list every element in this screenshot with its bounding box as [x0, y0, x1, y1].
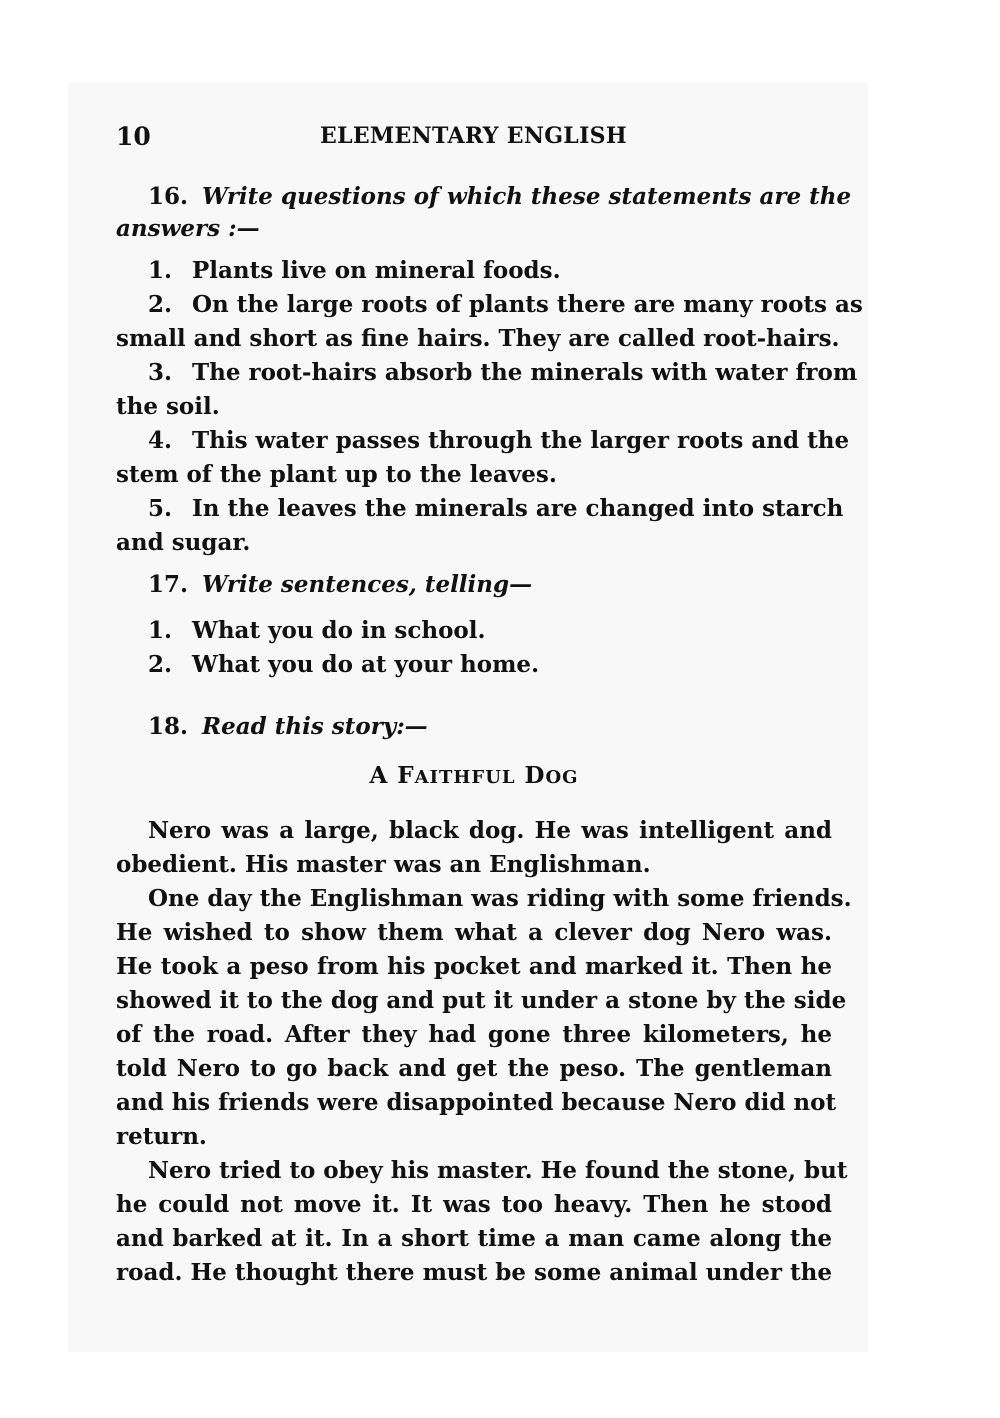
- item-number: 1.: [148, 257, 173, 284]
- ex16-item-3-line-2: the soil.: [116, 393, 220, 420]
- item-text: This water passes through the larger roots and the: [192, 427, 850, 454]
- story-line: told Nero to go back and get the peso. The gentleman: [116, 1055, 832, 1082]
- story-line: obedient. His master was an Englishman.: [116, 851, 651, 878]
- story-title-part: D: [515, 762, 546, 789]
- ex16-item-5-line-1: [148, 492, 844, 526]
- ex16-instruction-line-1: [148, 180, 852, 214]
- story-line: He wished to show them what a clever dog Nero was.: [116, 919, 832, 946]
- story-line: return.: [116, 1123, 207, 1150]
- ex17-instruction: [148, 568, 832, 602]
- ex16-instruction-text: Write questions of which these statements are the: [202, 183, 852, 210]
- ex17-instruction-text: Write sentences, telling—: [202, 571, 533, 598]
- running-title: ELEMENTARY ENGLISH: [320, 123, 627, 149]
- ex16-item-1: [148, 254, 832, 288]
- ex16-item-4-line-2: stem of the plant up to the leaves.: [116, 461, 557, 488]
- ex17-number: 17.: [148, 571, 189, 598]
- story-title-part: OG: [545, 767, 579, 788]
- item-text: In the leaves the minerals are changed into starch: [192, 495, 844, 522]
- page-header: [116, 122, 832, 152]
- ex18-instruction-text: Read this story:—: [202, 713, 428, 740]
- item-text: The root-hairs absorb the minerals with water from: [192, 359, 858, 386]
- item-number: 4.: [148, 427, 173, 454]
- ex18-instruction: [148, 710, 832, 744]
- ex16-number: 16.: [148, 183, 189, 210]
- page-number: 10: [116, 122, 151, 151]
- ex16-item-4-line-1: [148, 424, 850, 458]
- ex16-item-2-line-2: small and short as fine hairs. They are called root-hairs.: [116, 325, 840, 352]
- item-text: On the large roots of plants there are many roots as: [192, 291, 863, 318]
- ex18-number: 18.: [148, 713, 189, 740]
- story-line: He took a peso from his pocket and marked it. Then he: [116, 953, 832, 980]
- ex17-item-1: [148, 614, 832, 648]
- ex16-item-5-line-2: and sugar.: [116, 529, 251, 556]
- story-line: showed it to the dog and put it under a stone by the side: [116, 987, 847, 1014]
- item-number: 5.: [148, 495, 173, 522]
- story-line: of the road. After they had gone three kilometers, he: [116, 1021, 832, 1048]
- story-line: and his friends were disappointed because Nero did not: [116, 1089, 837, 1116]
- item-number: 1.: [148, 617, 173, 644]
- ex16-item-3-line-1: [148, 356, 858, 390]
- story-line: Nero was a large, black dog. He was intelligent and: [148, 817, 832, 844]
- story-title-part: A F: [369, 762, 415, 789]
- story-line: Nero tried to obey his master. He found the stone, but: [148, 1157, 848, 1184]
- ex17-item-2: [148, 648, 832, 682]
- item-number: 2.: [148, 651, 173, 678]
- item-text: Plants live on mineral foods.: [192, 257, 561, 284]
- ex16-item-2-line-1: [148, 288, 863, 322]
- story-line: he could not move it. It was too heavy. Then he stood: [116, 1191, 832, 1218]
- story-line: and barked at it. In a short time a man came along the: [116, 1225, 832, 1252]
- item-text: What you do at your home.: [192, 651, 540, 678]
- item-text: What you do in school.: [192, 617, 486, 644]
- story-line: One day the Englishman was riding with some friends.: [148, 885, 852, 912]
- ex16-instruction-line-2: answers :—: [116, 215, 260, 242]
- item-number: 2.: [148, 291, 173, 318]
- story-title: [116, 762, 832, 789]
- story-line: road. He thought there must be some animal under the: [116, 1259, 832, 1286]
- item-number: 3.: [148, 359, 173, 386]
- story-title-part: AITHFUL: [414, 767, 516, 788]
